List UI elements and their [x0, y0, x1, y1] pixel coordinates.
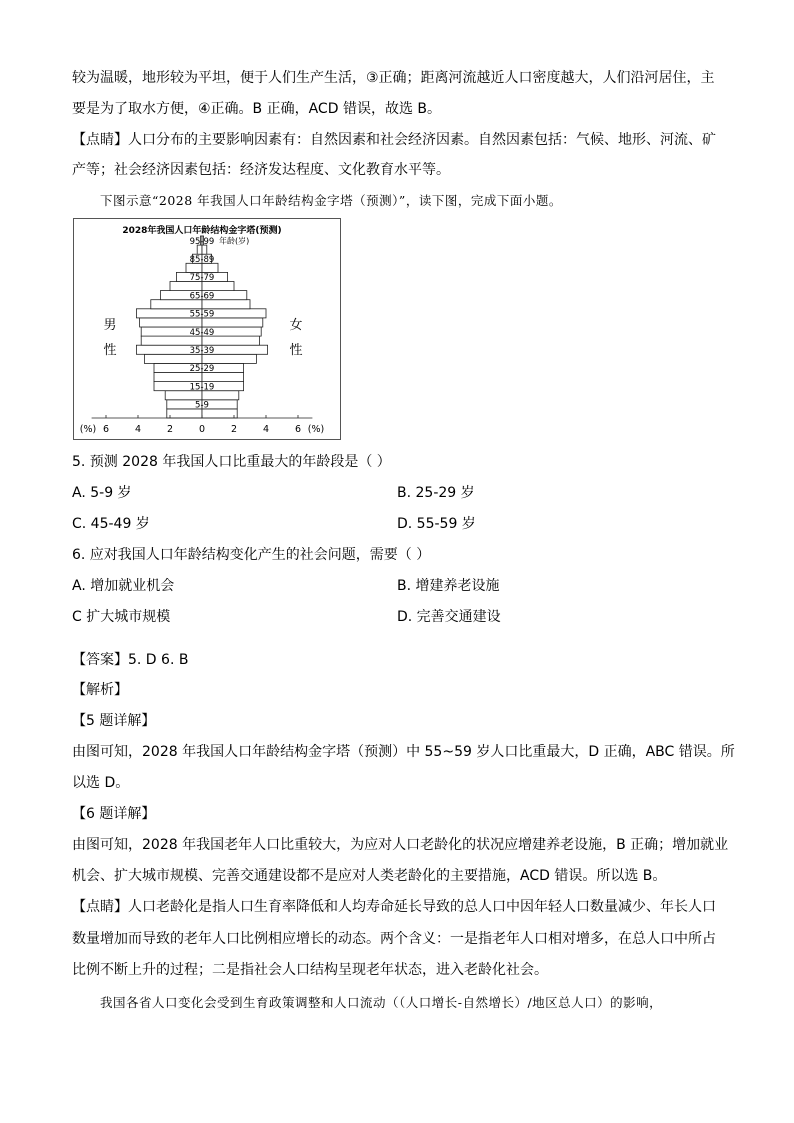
age-label: 45-49 [189, 327, 215, 338]
tip-line: 【点睛】人口老龄化是指人口生育率降低和人均寿命延长导致的总人口中因年轻人口数量减少、年长人口 [72, 899, 716, 915]
age-label: 95-99 [189, 236, 215, 247]
age-label: 55-59 [189, 309, 215, 320]
x-tick-label: 2 [166, 424, 174, 435]
x-unit-label: (%) [307, 424, 325, 435]
q6-detail-line: 由图可知，2028 年我国老年人口比重较大，为应对人口老龄化的状况应增建养老设施，B 正确；增加就业 [72, 837, 729, 853]
q5-option-b: B. 25-29 岁 [397, 485, 475, 501]
q5-detail-heading: 【5 题详解】 [72, 713, 156, 729]
q6-option-a: A. 增加就业机会 [72, 578, 175, 594]
age-label: 15-19 [189, 382, 215, 393]
q6-option-d: D. 完善交通建设 [397, 609, 501, 625]
age-label: 75-79 [189, 273, 215, 284]
text-line: 要是为了取水方便，④正确。B 正确，ACD 错误，故选 B。 [72, 101, 441, 117]
tip-line: 【点睛】人口分布的主要影响因素有：自然因素和社会经济因素。自然因素包括：气候、地形、河流、矿 [72, 132, 716, 148]
x-tick-label: 4 [134, 424, 142, 435]
y-axis-label: 年龄(岁) [219, 236, 250, 246]
x-tick-label: 0 [198, 424, 206, 435]
q5-detail-line: 由图可知，2028 年我国人口年龄结构金字塔（预测）中 55~59 岁人口比重最大，D 正确，ABC 错误。所 [72, 744, 735, 760]
analysis-heading: 【解析】 [72, 682, 128, 698]
tip-line: 比例不断上升的过程；二是指社会人口结构呈现老年状态，进入老龄化社会。 [72, 962, 548, 978]
q5-option-d: D. 55-59 岁 [397, 516, 476, 532]
tip-line: 数量增加而导致的老年人口比例相应增长的动态。两个含义：一是指老年人口相对增多，在总人口中所占 [72, 931, 716, 947]
age-label: 5-9 [195, 400, 209, 411]
x-unit-label: (%) [79, 424, 97, 435]
q6-detail-line: 机会、扩大城市规模、完善交通建设都不是应对人类老龄化的主要措施，ACD 错误。所以选 B。 [72, 868, 667, 884]
answer-line: 【答案】5. D 6. B [72, 652, 189, 668]
female-label: 性 [289, 343, 303, 358]
age-label: 35-39 [189, 345, 215, 356]
next-intro: 我国各省人口变化会受到生育政策调整和人口流动（（人口增长-自然增长）/地区总人口）的影响， [100, 995, 663, 1010]
x-tick-label: 6 [102, 424, 110, 435]
x-tick-label: 2 [230, 424, 238, 435]
figure-intro: 下图示意“2028 年我国人口年龄结构金字塔（预测）”，读下图，完成下面小题。 [100, 193, 562, 208]
age-label: 25-29 [189, 364, 215, 375]
population-pyramid-figure [73, 218, 341, 440]
text-line: 较为温暖，地形较为平坦，便于人们生产生活，③正确；距离河流越近人口密度越大，人们沿河居住，主 [72, 70, 715, 86]
female-label: 女 [289, 318, 303, 333]
q6-detail-heading: 【6 题详解】 [72, 806, 156, 822]
q6-option-b: B. 增建养老设施 [397, 578, 500, 594]
question-5-stem: 5. 预测 2028 年我国人口比重最大的年龄段是（ ） [72, 454, 391, 470]
q5-option-c: C. 45-49 岁 [72, 516, 150, 532]
chart-title: 2028年我国人口年龄结构金字塔(预测) [122, 226, 282, 236]
age-label: 65-69 [189, 291, 215, 302]
male-label: 男 [103, 318, 117, 333]
q5-detail-line: 以选 D。 [72, 775, 130, 791]
q5-option-a: A. 5-9 岁 [72, 485, 132, 501]
population-pyramid-chart [74, 219, 340, 439]
q6-option-c: C 扩大城市规模 [72, 609, 171, 625]
text-line: 产等；社会经济因素包括：经济发达程度、文化教育水平等。 [72, 162, 450, 178]
x-tick-label: 6 [294, 424, 302, 435]
male-label: 性 [103, 343, 117, 358]
age-label: 85-89 [189, 254, 215, 265]
question-6-stem: 6. 应对我国人口年龄结构变化产生的社会问题，需要（ ） [72, 547, 431, 563]
x-tick-label: 4 [262, 424, 270, 435]
